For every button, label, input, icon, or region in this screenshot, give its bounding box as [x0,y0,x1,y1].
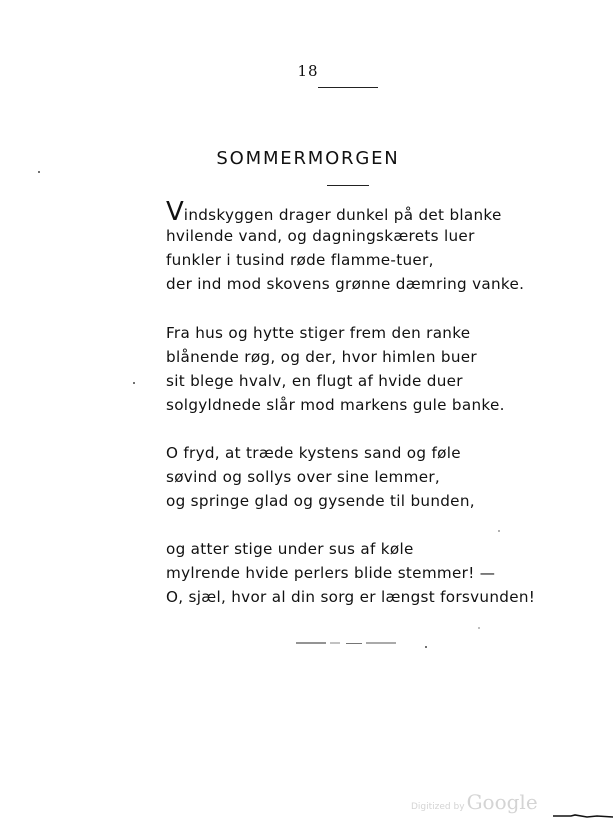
page-number-rule [318,87,378,88]
poem-line: funkler i tusind røde flamme-tuer, [166,251,434,269]
poem-line: blånende røg, og der, hvor himlen buer [166,348,477,366]
scan-speck [498,530,500,532]
poem-line: O, sjæl, hvor al din sorg er længst forsvunden! [166,588,536,606]
stanza-3 [166,441,475,513]
poem-line: mylrende hvide perlers blide stemmer! — [166,564,496,582]
poem-line [166,197,524,227]
digitized-watermark [411,790,538,814]
stanza-4 [166,537,535,609]
watermark-prefix: Digitized by [411,802,465,812]
poem-title: SOMMERMORGEN [216,148,400,169]
scan-speck [425,646,427,648]
poem-line: og springe glad og gysende til bunden, [166,492,475,510]
drop-initial: V [166,197,184,227]
watermark-brand: Google [466,790,538,814]
poem-line: søvind og sollys over sine lemmer, [166,468,441,486]
scan-speck [133,382,135,384]
title-rule [327,185,369,186]
poem-line: O fryd, at træde kystens sand og føle [166,444,461,462]
end-ornament [296,641,400,645]
poem-line-text: indskyggen drager dunkel på det blanke [183,206,502,224]
poem-line: hvilende vand, og dagningskærets luer [166,227,475,245]
poem-line: sit blege hvalv, en flugt af hvide duer [166,372,463,390]
poem-line: solgyldnede slår mod markens gule banke. [166,396,505,414]
stanza-1 [166,197,525,296]
scan-speck [38,171,40,173]
stanza-2 [166,321,505,417]
poem-line: og atter stige under sus af køle [166,540,414,558]
poem-line: der ind mod skovens grønne dæmring vanke. [166,275,525,293]
page-number: 18 [297,62,319,80]
scan-edge-mark [553,813,613,819]
scan-speck [478,627,480,629]
poem-line: Fra hus og hytte stiger frem den ranke [166,324,471,342]
